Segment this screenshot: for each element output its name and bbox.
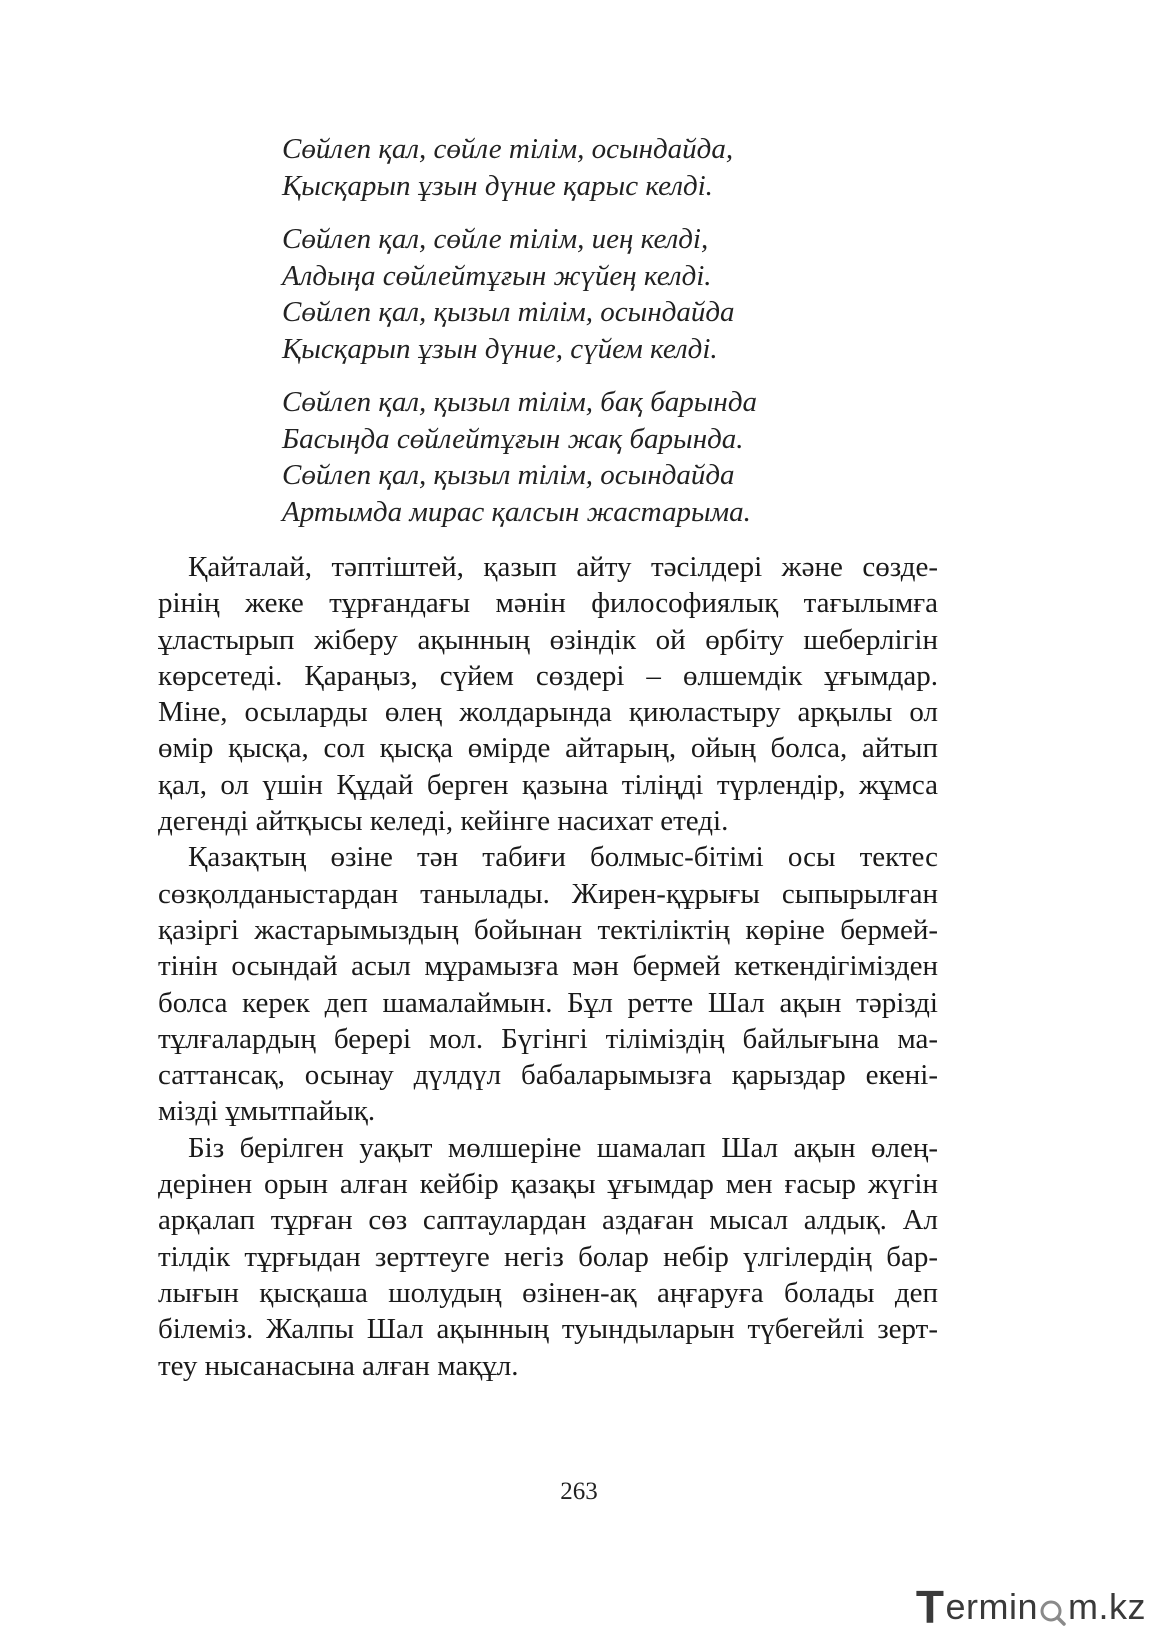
text-line: арқалап тұрған сөз саптаулардан аздаған мысал алдық. Ал — [158, 1204, 938, 1237]
text-line: Міне, осыларды өлең жолдарында қиюластыру арқылы ол — [158, 696, 938, 729]
watermark-middle: ermin — [945, 1586, 1038, 1627]
poem-line: Алдыңа сөйлейтұғын жүйең келді. — [282, 259, 712, 292]
body-text — [158, 549, 938, 1384]
text-line: мізді ұмытпайық. — [158, 1095, 376, 1128]
poem-stanza — [282, 221, 982, 367]
text-line: көрсетеді. Қараңыз, сүйем сөздері – өлшемдік ұғымдар. — [158, 659, 938, 692]
poem-block — [282, 131, 982, 530]
poem-line: Сөйлеп қал, сөйле тілім, осындайда, — [282, 133, 734, 165]
text-line: тілдік тұрғыдан зерттеуге негіз болар небір үлгілердің бар- — [158, 1240, 938, 1273]
text-line: лығын қысқаша шолудың өзінен-ақ аңғаруға болады деп — [158, 1276, 938, 1309]
text-line: саттансақ, осынау дүлдүл бабаларымызға қарыздар екені- — [158, 1059, 938, 1092]
text-line: Қазақтың өзіне тән табиғи болмыс-бітімі осы тектес — [188, 841, 938, 874]
poem-line: Артымда мирас қалсын жастарыма. — [282, 495, 751, 528]
page-number: 263 — [560, 1478, 598, 1505]
paragraph — [158, 1130, 938, 1384]
poem-stanza — [282, 384, 982, 530]
text-line: Қайталай, тәптіштей, қазып айту тәсілдері және сөзде- — [188, 551, 938, 583]
text-line: дерінен орын алған кейбір қазақы ұғымдар мен ғасыр жүгін — [158, 1168, 938, 1201]
poem-line: Сөйлеп қал, сөйле тілім, иең келді, — [282, 223, 709, 255]
poem-line: Сөйлеп қал, қызыл тілім, осындайда — [282, 296, 735, 328]
watermark-prefix: T — [915, 1581, 945, 1633]
watermark-suffix: m.kz — [1068, 1586, 1146, 1627]
poem-line: Қысқарып ұзын дүние, сүйем келді. — [282, 332, 718, 365]
text-line: сөзқолданыстардан танылады. Жирен-құрығы сыпырылған — [158, 877, 938, 910]
paragraph — [158, 549, 938, 839]
paragraph — [158, 839, 938, 1129]
poem-stanza — [282, 131, 982, 204]
poem-line: Басыңда сөйлейтұғын жақ барында. — [282, 422, 744, 455]
text-line: Біз берілген уақыт мөлшеріне шамалап Шал ақын өлең- — [188, 1131, 938, 1164]
magnifier-o-icon — [1039, 1593, 1067, 1621]
text-line: теу нысанасына алған мақұл. — [158, 1349, 519, 1382]
text-line: болса керек деп шамалаймын. Бұл ретте Шал ақын тәрізді — [158, 986, 938, 1019]
text-line: дегенді айтқысы келеді, кейінге насихат етеді. — [158, 805, 729, 838]
poem-line: Сөйлеп қал, қызыл тілім, бақ барында — [282, 386, 757, 418]
text-line: рінің жеке тұрғандағы мәнін философиялық тағылымға — [158, 587, 938, 620]
text-line: қал, ол үшін Құдай берген қазына тіліңді түрлендір, жұмса — [158, 768, 938, 801]
text-line: білеміз. Жалпы Шал ақынның туындыларын түбегейлі зерт- — [158, 1313, 938, 1346]
text-line: тінін осындай асыл мұрамызға мән бермей кеткендігімізден — [158, 950, 938, 983]
text-line: өмір қысқа, сол қысқа өмірде айтарың, ойың болса, айтып — [158, 732, 938, 765]
poem-line: Қысқарып ұзын дүние қарыс келді. — [282, 169, 713, 202]
poem-line: Сөйлеп қал, қызыл тілім, осындайда — [282, 459, 735, 491]
text-line: қазіргі жастарымыздың бойынан тектіліктің көріне бермей- — [158, 913, 938, 946]
text-line: ұластырып жіберу ақынның өзіндік ой өрбіту шеберлігін — [158, 623, 938, 656]
text-line: тұлғалардың берері мол. Бүгінгі тіліміздің байлығына ма- — [158, 1022, 938, 1055]
termincom-watermark — [915, 1581, 1146, 1633]
